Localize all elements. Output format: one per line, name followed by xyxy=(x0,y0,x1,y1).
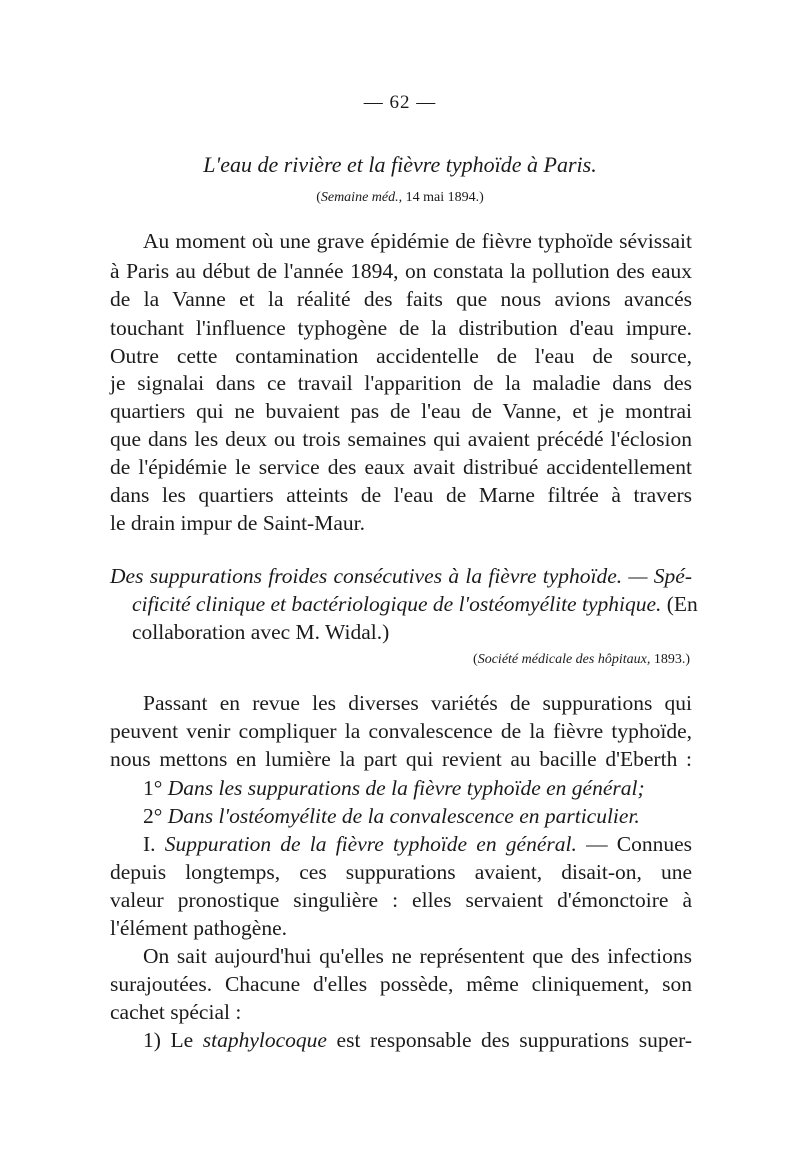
subsection-rest: — Connues xyxy=(576,832,693,856)
list-item xyxy=(143,773,692,803)
text-line: nous mettons en lumière la part qui revient au bacille d'Eberth : xyxy=(110,747,692,771)
section-heading-line: Des suppurations froides consécutives à la fièvre typhoïde. — Spé- xyxy=(110,564,692,588)
text-line: le drain impur de Saint-Maur. xyxy=(110,511,365,535)
text-line: Outre cette contamination accidentelle de l'eau de source, xyxy=(110,344,692,368)
subsection-title: Suppuration de la fièvre typhoïde en général. xyxy=(164,832,577,856)
ref-source: Société médicale des hôpitaux, xyxy=(477,652,651,667)
ref-close-paren: ) xyxy=(685,652,690,667)
text-line: surajoutées. Chacune d'elles possède, même cliniquement, son xyxy=(110,972,692,996)
list-item xyxy=(143,1025,692,1055)
ref-date: 1893. xyxy=(653,652,686,667)
ref-open-paren: ( xyxy=(473,652,478,667)
list-item-italic: staphylocoque xyxy=(202,1028,327,1052)
text-line: l'élément pathogène. xyxy=(110,916,287,940)
list-number: 1° xyxy=(143,776,163,800)
text-line: Au moment où une grave épidémie de fièvre typhoïde sévissait xyxy=(143,229,692,253)
subsection-heading xyxy=(143,829,692,859)
list-item-text: Dans les suppurations de la fièvre typhoïde en général; xyxy=(167,776,645,800)
list-word: Le xyxy=(170,1028,194,1052)
text-line: touchant l'influence typhogène de la distribution d'eau impure. xyxy=(110,316,692,340)
section-heading-line: collaboration avec M. Widal.) xyxy=(132,620,390,644)
list-item xyxy=(143,801,692,831)
subsection-number: I. xyxy=(143,832,156,856)
text-line: Passant en revue les diverses variétés de suppurations qui xyxy=(143,691,692,715)
text-line: de l'épidémie le service des eaux avait distribué accidentellement xyxy=(110,455,692,479)
text-line: cachet spécial : xyxy=(110,1000,242,1024)
text-line: depuis longtemps, ces suppurations avaient, disait-on, une xyxy=(110,860,692,884)
ref-date: 14 mai 1894. xyxy=(405,190,480,205)
text-line: je signalai dans ce travail l'apparition de la maladie dans des xyxy=(110,371,692,395)
section-heading-line xyxy=(132,589,698,619)
text-line: peuvent venir compliquer la convalescence de la fièvre typhoïde, xyxy=(110,719,692,743)
text-line: à Paris au début de l'année 1894, on constata la pollution des eaux xyxy=(110,259,692,283)
list-number: 1) xyxy=(143,1028,161,1052)
text-line: valeur pronostique singulière : elles servaient d'émonctoire à xyxy=(110,888,692,912)
list-item-text: est responsable des suppurations super- xyxy=(336,1028,693,1052)
reference-societe-medicale xyxy=(0,652,690,668)
text-line: de la Vanne et la réalité des faits que nous avions avancés xyxy=(110,287,692,311)
heading-roman-part: (En xyxy=(661,592,698,616)
text-line: dans les quartiers atteints de l'eau de Marne filtrée à travers xyxy=(110,483,692,507)
heading-italic-part: cificité clinique et bactériologique de l'ostéomyélite typhique. xyxy=(132,592,662,616)
ref-source: Semaine méd., xyxy=(320,190,403,205)
text-line: que dans les deux ou trois semaines qui avaient précédé l'éclosion xyxy=(110,427,692,451)
list-item-text: Dans l'ostéomyélite de la convalescence en particulier. xyxy=(167,804,640,828)
page-number: — 62 — xyxy=(363,92,437,113)
list-number: 2° xyxy=(143,804,163,828)
ref-open-paren: ( xyxy=(316,190,321,205)
text-line: quartiers qui ne buvaient pas de l'eau de Vanne, et je montrai xyxy=(110,399,692,423)
reference-semaine-medicale xyxy=(0,190,800,206)
text-line: On sait aujourd'hui qu'elles ne représentent que des infections xyxy=(143,944,692,968)
section-title-eau-de-riviere: L'eau de rivière et la fièvre typhoïde à Paris. xyxy=(203,152,597,177)
ref-close-paren: ) xyxy=(479,190,484,205)
